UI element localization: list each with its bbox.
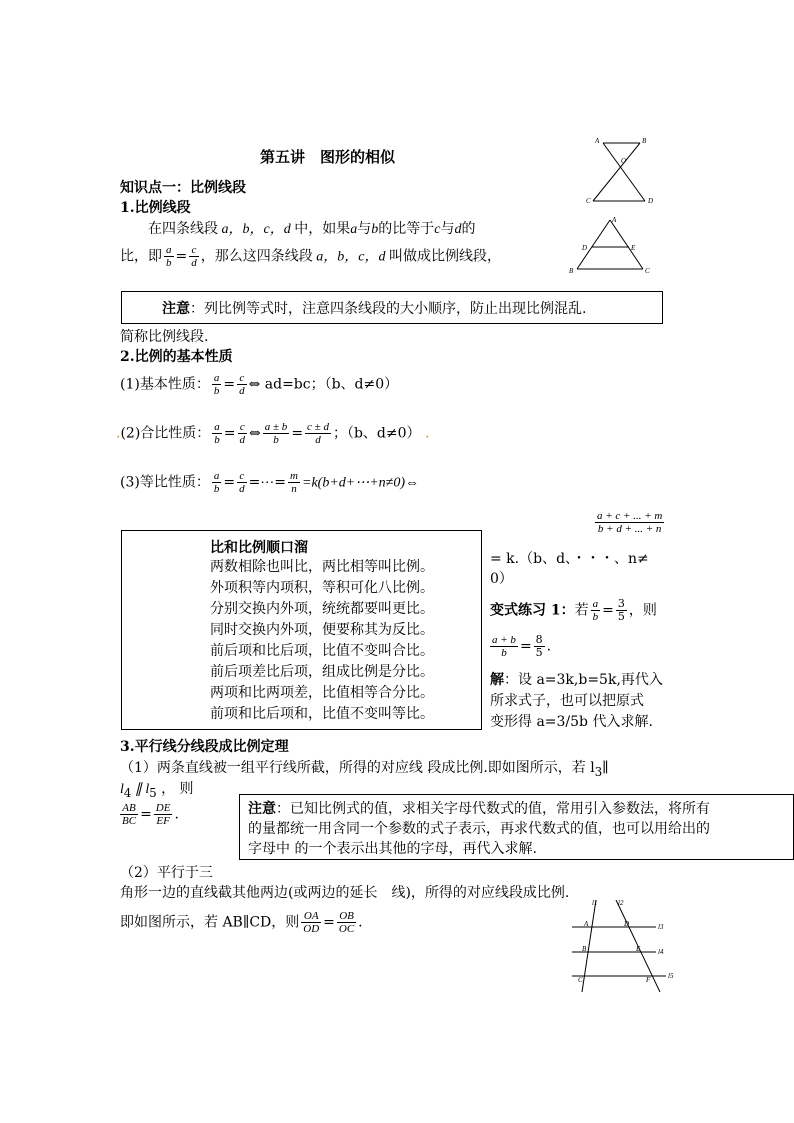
big-fraction: a + c + ... + m b + d + ... + n <box>597 510 663 535</box>
note-1-text: 注意：列比例等式时，注意四条线段的大小顺序，防止出现比例混乱. <box>162 301 587 317</box>
s3-ratio: $\frac{AB}{BC}$ = $\frac{DE}{EF}$ . <box>122 802 179 827</box>
kp1-heading: 知识点一：比例线段 <box>120 180 246 196</box>
fig1-label: C <box>586 197 591 205</box>
poem-line: 两数相除也叫比，两比相等叫比例。 <box>210 559 434 575</box>
triangle-figure <box>565 213 655 282</box>
fig1-label: D <box>648 197 654 205</box>
prop-2: .(2)合比性质： $\frac{a}{b}$ = $\frac{c}{d}$ ⇔ $\frac{a \pm b}{b}$ = $\frac{c \pm d}{d}$ ；（b、d≠0） . <box>116 421 430 446</box>
poem-line: 外项积等内项积，等积可化八比例。 <box>210 580 434 596</box>
note-2-text: 注意：已知比例式的值，求相关字母代数式的值，常用引入参数法，将所有 的量都统一用含同一个参数的式子表示，再求代数式的值，也可以用给出的 字母中 的一个表示出其他的字母，再代入求解. <box>248 801 710 857</box>
fig2-label: C <box>645 267 650 275</box>
fig3-label: A <box>584 920 589 928</box>
fig1-label: O <box>621 157 627 165</box>
fig3-label: l3 <box>658 923 664 931</box>
poem-box <box>121 530 482 730</box>
note-box-2 <box>239 794 794 860</box>
s3-p2-cond: 即如图所示，若 AB∥CD，则 $\frac{OA}{OD}$ = $\frac{OB}{OC}$ . <box>120 910 363 935</box>
fig3-label: F <box>646 976 651 984</box>
s1-heading: 1.比例线段 <box>120 200 191 216</box>
poem-line: 同时交换内外项，便要称其为反比。 <box>210 622 434 638</box>
practice-solution: 解：设 a=3k,b=5k,再代入 所求式子，也可以把原式 变形得 a=3/5b 代入求解. <box>490 672 663 730</box>
fig3-label: l2 <box>618 899 624 907</box>
fig1-label: A <box>595 137 600 145</box>
s1-line2: 比，即 $\frac{a}{b}$ = $\frac{c}{d}$ ，那么这四条线段 a，b，c，d 叫做成比例线段， <box>120 244 501 269</box>
s1-line1: 在四条线段 a，b，c，d 中，如果a与b的比等于c与d的 <box>148 221 476 237</box>
parallel-lines-figure <box>560 894 680 998</box>
fig3-label: D <box>624 920 630 928</box>
fig3-label: l5 <box>668 972 674 980</box>
s3-p2-cont: 角形一边的直线截其他两边(或两边的延长 线)，所得的对应线段成比例. <box>120 885 570 901</box>
fig2-label: E <box>631 244 636 252</box>
s3-heading: 3.平行线分线段成比例定理 <box>120 739 289 755</box>
page-title: 第五讲 图形的相似 <box>260 148 396 166</box>
poem-line: 前后项差比后项，组成比例是分比。 <box>210 664 434 680</box>
poem-line: 前后项和比后项，比值不变叫合比。 <box>210 643 434 659</box>
fig3-label: l1 <box>592 899 598 907</box>
fig3-label: E <box>636 945 641 953</box>
fig3-label: l4 <box>658 948 664 956</box>
prop-3-cont2: 0） <box>490 571 513 587</box>
hourglass-figure <box>585 133 660 212</box>
s3-p2: （2）平行于三 <box>120 865 213 881</box>
short-name: 简称比例线段. <box>120 329 209 345</box>
fig2-label: D <box>582 244 588 252</box>
s3-p1-cont: $l_4$ ∥ $l_5$ ， 则 <box>120 781 194 800</box>
poem-title: 比和比例顺口溜 <box>210 540 308 556</box>
prop-3-cont: = k.（b、d、・・・、n≠ <box>490 551 649 567</box>
poem-line: 前项和比后项和，比值不变叫等比。 <box>210 706 434 722</box>
fig1-label: B <box>642 137 647 145</box>
prop-1: (1)基本性质： $\frac{a}{b}$ = $\frac{c}{d}$ ⇔ ad=bc；（b、d≠0） <box>120 372 399 397</box>
prop-3: (3)等比性质： $\frac{a}{b}$ = $\frac{c}{d}$ =⋯= $\frac{m}{n}$ =k(b+d+⋯+n≠0)⇔ <box>120 470 420 495</box>
fig2-label: B <box>569 267 574 275</box>
poem-line: 两项和比两项差，比值相等合分比。 <box>210 685 434 701</box>
fig2-label: A <box>612 216 617 224</box>
practice-target: $\frac{a + b}{b}$ = $\frac{8}{5}$ . <box>492 633 552 659</box>
fig3-label: C <box>578 976 583 984</box>
poem-line: 分别交换内外项，统统都要叫更比。 <box>210 601 434 617</box>
fig3-label: B <box>582 945 587 953</box>
poem-lines <box>210 557 434 725</box>
s3-p1: （1）两条直线被一组平行线所截，所得的对应线 段成比例.即如图所示，若 $l_3\parallel$ <box>120 760 609 779</box>
s2-heading: 2.比例的基本性质 <box>120 349 233 365</box>
practice-question: 变式练习 1：若 $\frac{a}{b}$ = $\frac{3}{5}$ ，则 <box>490 597 657 623</box>
note-box-1 <box>121 291 663 324</box>
